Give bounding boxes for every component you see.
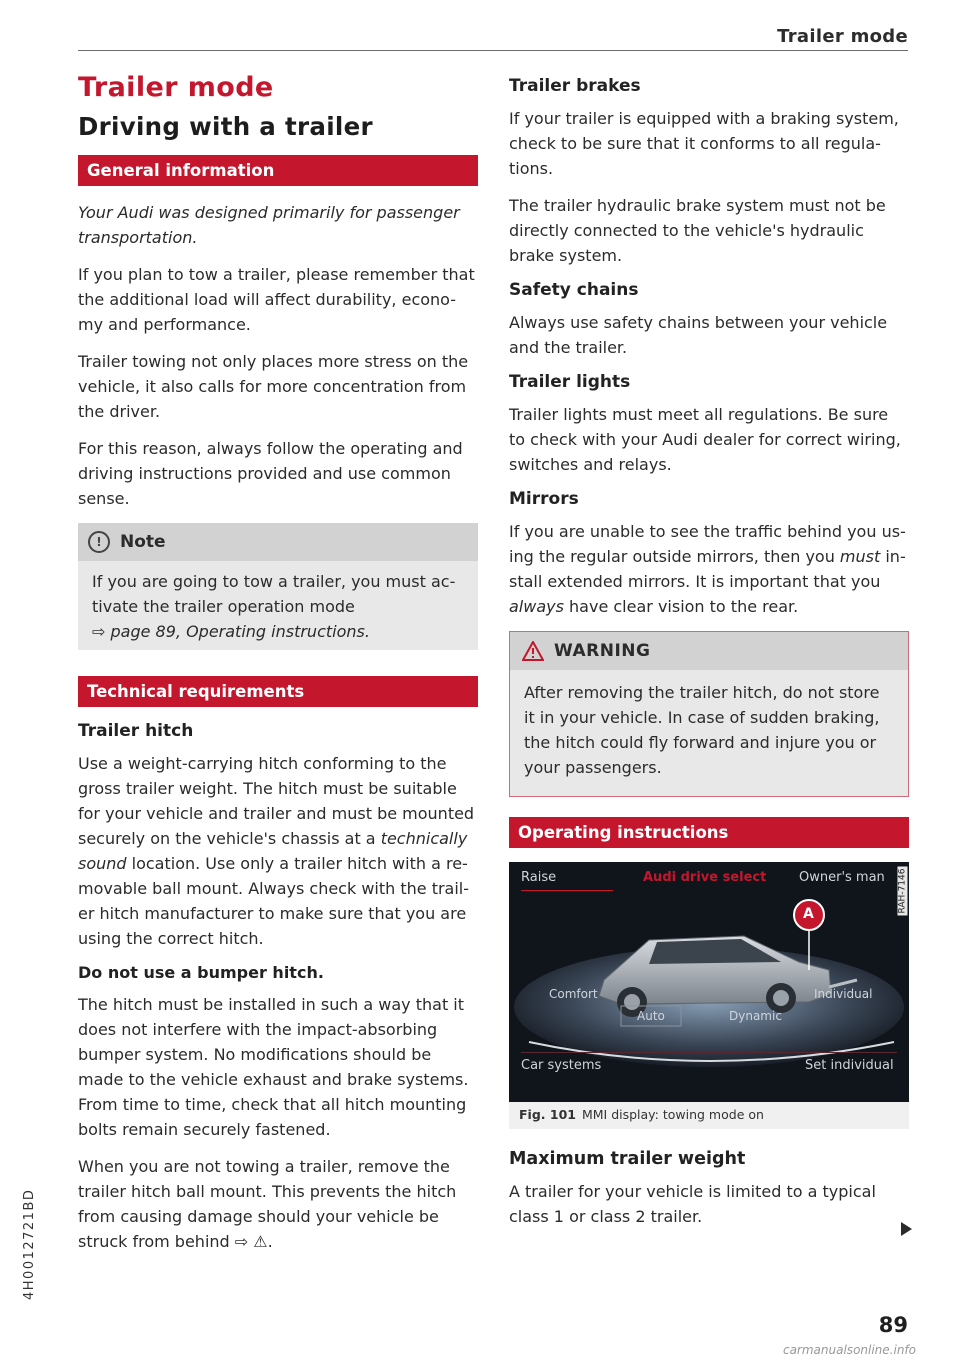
warning-body bbox=[510, 670, 908, 796]
note-header bbox=[78, 523, 478, 561]
footer-watermark: carmanualsonline.info bbox=[782, 1343, 916, 1357]
warning-text: After removing the trailer hitch, do not store it in your vehicle. In case of sudden braking, the hitch could fly forward and injure you or your passengers. bbox=[524, 683, 880, 777]
trailer-hitch-heading: Trailer hitch bbox=[78, 721, 194, 741]
safety-chains-heading: Safety chains bbox=[509, 280, 639, 300]
screen-owners-manual-label: Owner's man bbox=[799, 870, 885, 885]
figure-caption-text: MMI display: towing mode on bbox=[581, 1107, 764, 1122]
header-rule bbox=[78, 50, 908, 51]
text-run: Use a weight-carrying hitch conforming to the gross trailer weight. The hitch must be suitable for your vehicle and trailer and must be mounted securely on the vehicle's chassis at a bbox=[78, 754, 475, 848]
paragraph: If you plan to tow a trailer, please remember that the additional load will affect durability, econo-my and performance. bbox=[78, 265, 475, 334]
paragraph: Always use safety chains between your vehicle and the trailer. bbox=[509, 313, 888, 357]
screen-bottom-divider bbox=[521, 1052, 897, 1053]
warning-header bbox=[510, 632, 908, 670]
mode-individual: Individual bbox=[814, 987, 873, 1001]
paragraph: For this reason, always follow the operating and driving instructions provided and use common sense. bbox=[78, 439, 463, 508]
right-column bbox=[509, 76, 909, 1241]
warning-title: WARNING bbox=[554, 641, 651, 661]
paragraph: If your trailer is equipped with a braking system, check to be sure that it conforms to all regula-tions. bbox=[509, 109, 899, 178]
mmi-display bbox=[509, 862, 909, 1102]
page-number: 89 bbox=[878, 1313, 908, 1337]
paragraph: Trailer towing not only places more stress on the vehicle, it also calls for more concentration from the driver. bbox=[78, 352, 469, 421]
subsection-operating-instructions: Operating instructions bbox=[509, 817, 909, 848]
chapter-title: Trailer mode bbox=[78, 72, 274, 103]
note-text: If you are going to tow a trailer, you must ac-tivate the trailer operation mode bbox=[92, 572, 456, 616]
trailer-lights-heading: Trailer lights bbox=[509, 372, 631, 392]
note-body bbox=[78, 561, 478, 650]
note-title: Note bbox=[120, 532, 166, 552]
mode-auto: Auto bbox=[637, 1009, 665, 1023]
paragraph: The hitch must be installed in such a way that it does not interfere with the impact-absorbing bumper system. No modifications should be made to the vehicle exhaust and brake systems. From time to time, check that all hitch mounting bolts remain securely fastened. bbox=[78, 995, 469, 1139]
screen-divider bbox=[521, 890, 613, 891]
text-run: location. Use only a trailer hitch with a re-movable ball mount. Always check with the trail-er hitch manufacturer to make sure that you are using the correct hitch. bbox=[78, 854, 470, 948]
paragraph: The trailer hydraulic brake system must not be directly connected to the vehicle's hydraulic brake system. bbox=[509, 196, 886, 265]
figure-ref-code: RAH-7146 bbox=[897, 868, 908, 914]
warning-box bbox=[509, 631, 909, 797]
document-code: 4H0012721BD bbox=[22, 1188, 37, 1300]
note-box bbox=[78, 523, 478, 650]
intro-text: Your Audi was designed primarily for passenger transportation. bbox=[78, 203, 460, 247]
paragraph: Trailer lights must meet all regulations. Be sure to check with your Audi dealer for correct wiring, switches and relays. bbox=[509, 405, 901, 474]
emphasis: must bbox=[839, 547, 881, 566]
info-circle-icon: ! bbox=[88, 531, 110, 553]
figure-label: Fig. 101 bbox=[519, 1107, 576, 1122]
running-header: Trailer mode bbox=[777, 26, 908, 47]
mode-dynamic: Dynamic bbox=[729, 1009, 782, 1023]
emphasis: always bbox=[509, 597, 564, 616]
paragraph: A trailer for your vehicle is limited to a typical class 1 or class 2 trailer. bbox=[509, 1182, 876, 1226]
max-trailer-weight-heading: Maximum trailer weight bbox=[509, 1149, 746, 1169]
screen-car-systems: Car systems bbox=[521, 1058, 602, 1073]
paragraph: When you are not towing a trailer, remove the trailer hitch ball mount. This prevents the hitch from causing damage should your vehicle be struck from behind ⇨ ⚠. bbox=[78, 1157, 457, 1251]
section-title: Driving with a trailer bbox=[78, 112, 373, 141]
emphasis: technically sound bbox=[78, 829, 468, 873]
screen-set-individual: Set individual bbox=[805, 1058, 894, 1073]
note-page-link[interactable]: ⇨ page 89, Operating instructions. bbox=[92, 622, 370, 641]
text-run: If you are unable to see the traffic behind you us-ing the regular outside mirrors, then you bbox=[509, 522, 906, 566]
subsection-technical-requirements: Technical requirements bbox=[78, 676, 478, 707]
paragraph bbox=[509, 519, 909, 619]
screen-raise-label: Raise bbox=[521, 870, 557, 885]
subsection-general-information: General information bbox=[78, 155, 478, 186]
screen-title: Audi drive select bbox=[643, 870, 767, 885]
mirrors-heading: Mirrors bbox=[509, 489, 579, 509]
figure-caption bbox=[509, 1102, 909, 1129]
mode-comfort: Comfort bbox=[549, 987, 598, 1001]
text-run: in-stall extended mirrors. It is important that you bbox=[509, 547, 906, 591]
paragraph bbox=[78, 751, 478, 951]
continue-arrow-icon bbox=[901, 1222, 912, 1236]
trailer-brakes-heading: Trailer brakes bbox=[509, 76, 641, 96]
left-column bbox=[78, 72, 478, 1266]
text-run: have clear vision to the rear. bbox=[563, 597, 799, 616]
warning-triangle-icon bbox=[522, 641, 544, 661]
screen-marker: A bbox=[803, 906, 814, 922]
figure-101 bbox=[509, 862, 909, 1129]
bumper-hitch-heading: Do not use a bumper hitch. bbox=[78, 963, 324, 982]
